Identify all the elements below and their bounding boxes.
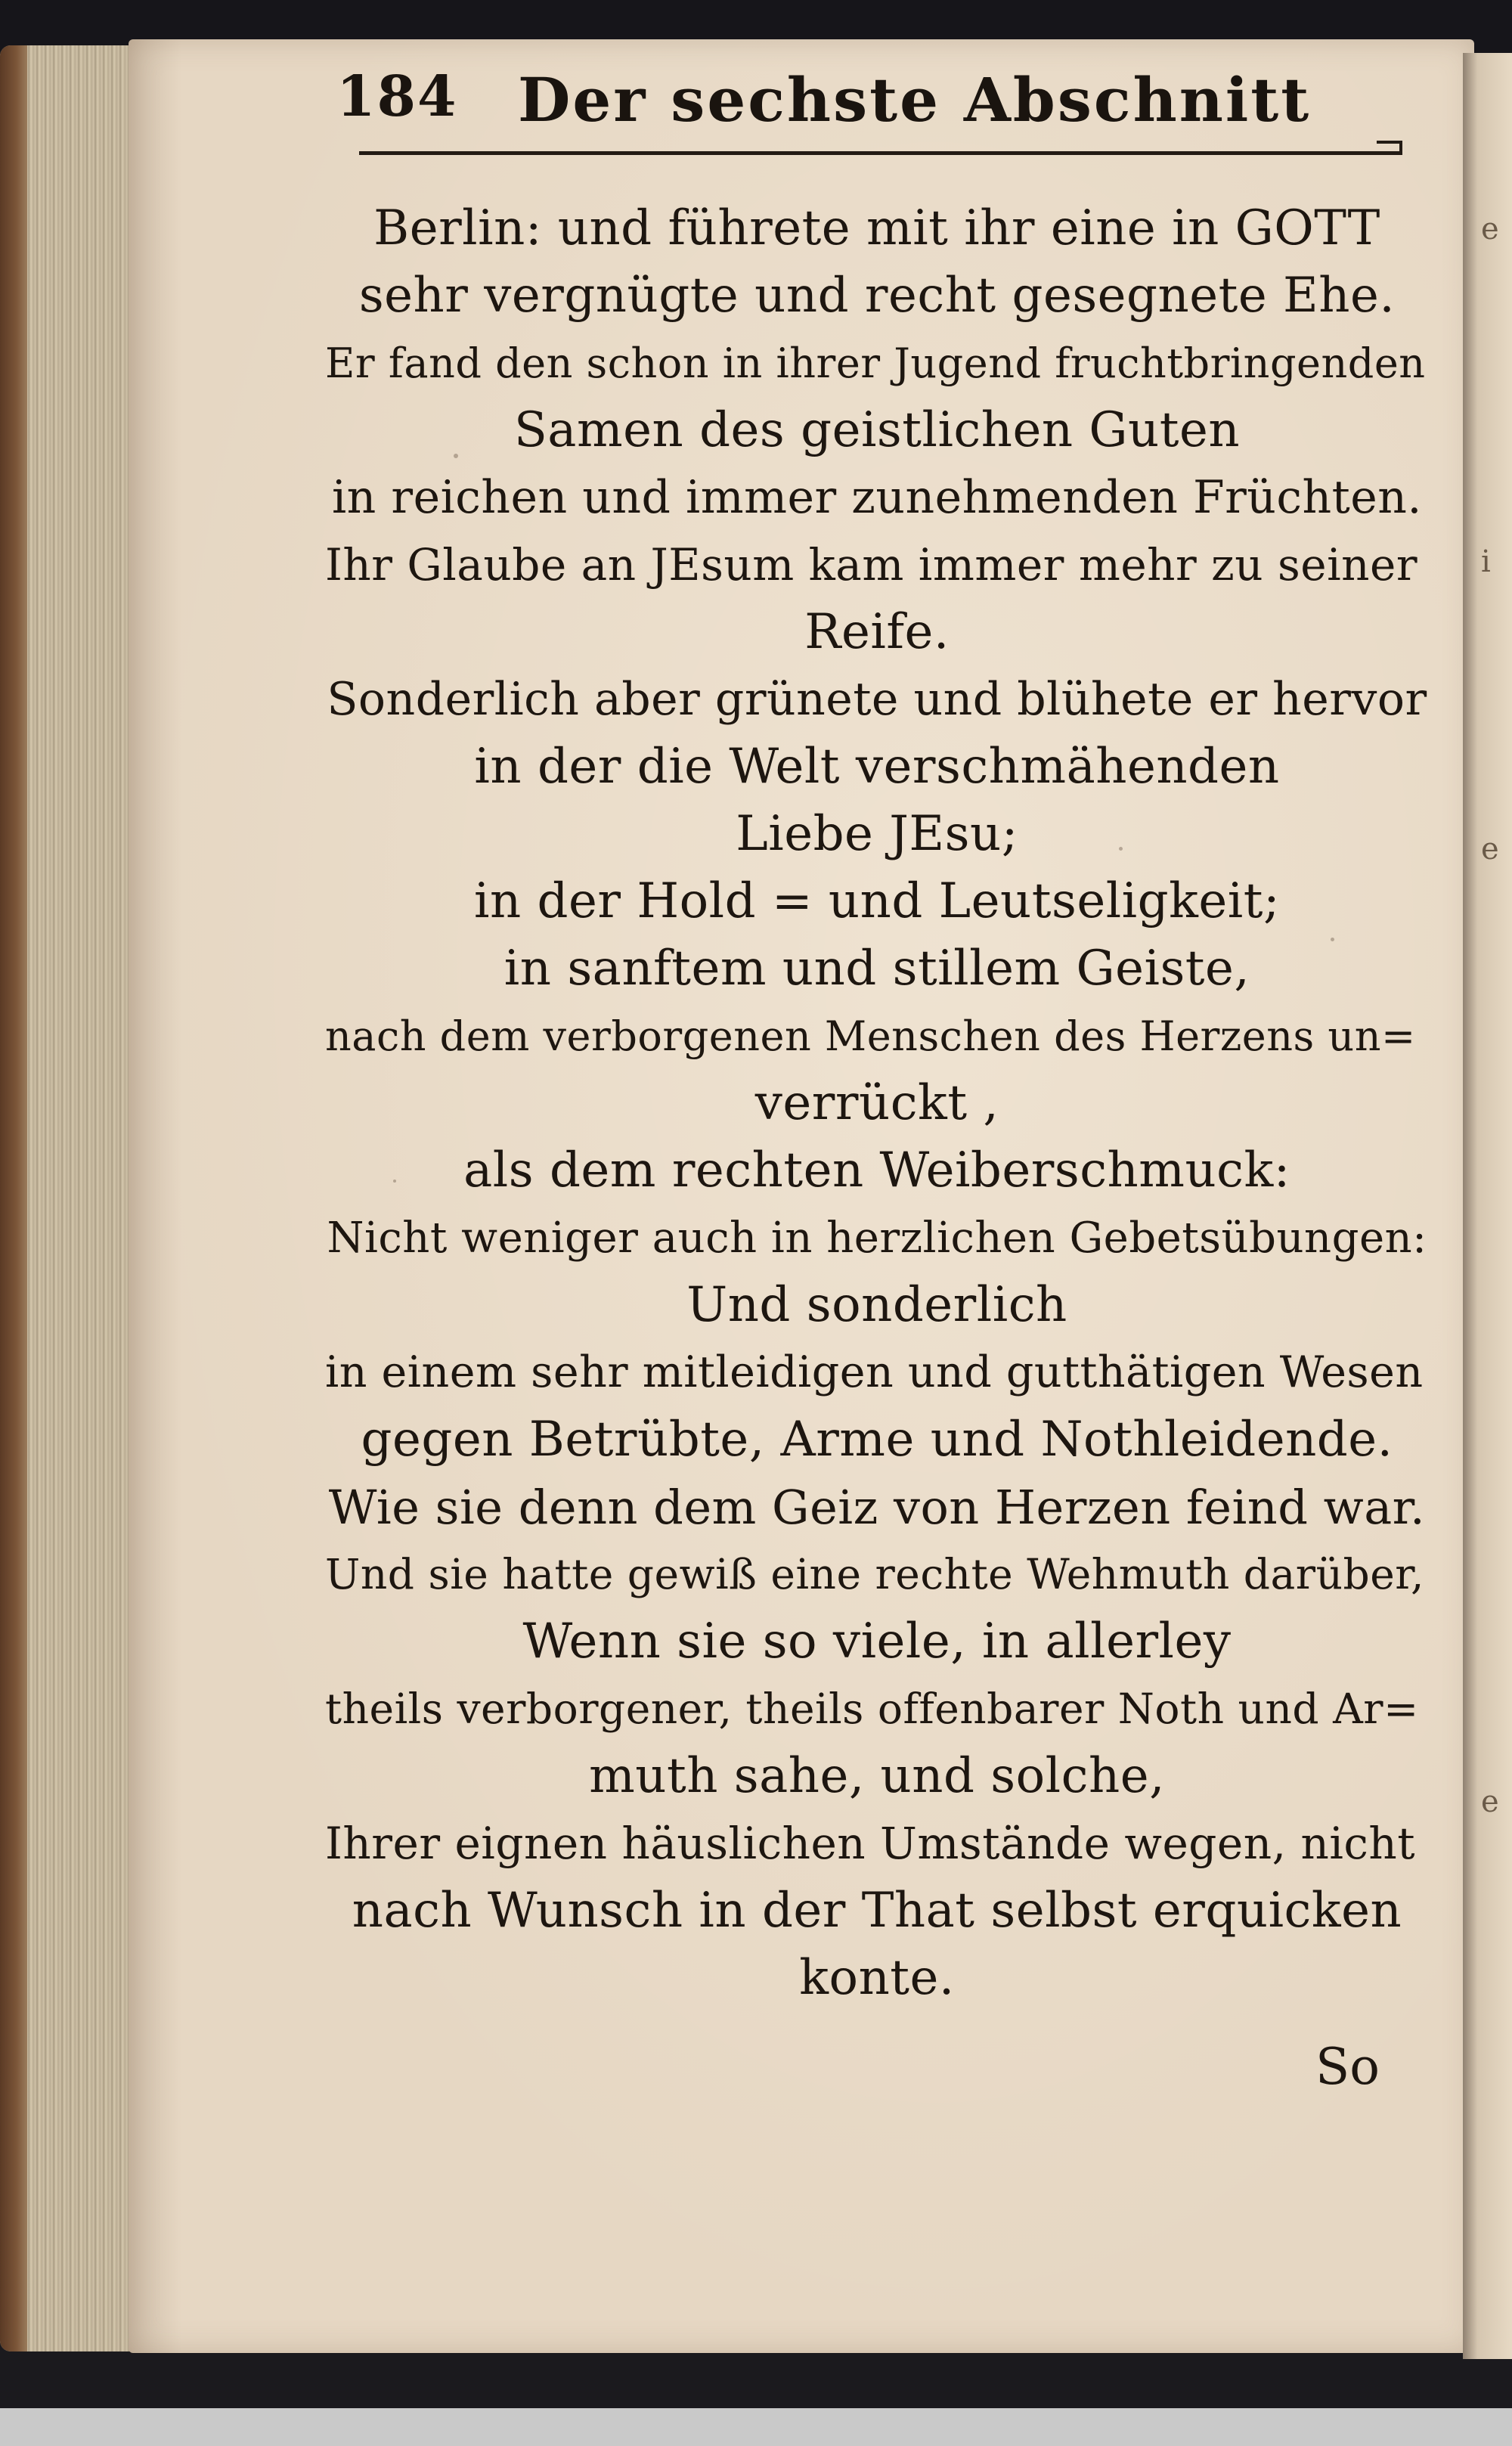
text-line: Nicht weniger auch in herzlichen Gebetsübungen: [327,1214,1427,1263]
text-line: Und sonderlich [686,1277,1067,1333]
header-rule [359,151,1402,155]
catchword: So [1315,2038,1380,2096]
paper-speck [454,454,458,458]
text-line: als dem rechten Weiberschmuck: [463,1142,1290,1198]
page-header [336,64,1395,147]
text-line: in einem sehr mitleidigen und gutthätigen Wesen [325,1347,1424,1397]
text-line: Reife. [804,604,950,660]
text-line: Samen des geistlichen Guten [513,402,1241,458]
text-line: in der Hold = und Leutseligkeit; [474,873,1280,929]
text-line: in reichen und immer zunehmenden Früchten. [331,471,1422,524]
facing-page-glyph: i [1481,544,1491,579]
text-line: nach dem verborgenen Menschen des Herzens un= [325,1012,1416,1060]
text-line: Berlin: und führete mit ihr eine in GOTT [373,200,1380,256]
text-line: Und sie hatte gewiß eine rechte Wehmuth darüber, [325,1550,1424,1598]
text-line: gegen Betrübte, Arme und Nothleidende. [361,1412,1393,1468]
facing-page-glyph: e [1481,832,1499,866]
text-line: muth sahe, und solche, [589,1748,1165,1804]
text-line: Er fand den schon in ihrer Jugend fruchtbringenden [325,339,1426,387]
page-number: 184 [336,64,458,129]
text-line: nach Wunsch in der That selbst erquicken [352,1883,1402,1939]
running-title: Der sechste Abschnitt [518,64,1312,135]
text-line: sehr vergnügte und recht gesegnete Ehe. [358,268,1396,324]
text-line: konte. [799,1950,955,2006]
text-line: Wie sie denn dem Geiz von Herzen feind war. [328,1480,1426,1535]
text-line: Ihr Glaube an JEsum kam immer mehr zu seiner [325,539,1418,591]
text-line: verrückt , [754,1075,999,1131]
paper-speck [1331,938,1334,941]
text-line: in der die Welt verschmähenden [474,739,1280,795]
body-text [325,195,1429,2012]
facing-page-glyph: e [1481,1784,1499,1819]
facing-page-sliver [1463,53,1512,2359]
paper-speck [1119,847,1123,851]
text-line: Ihrer eignen häuslichen Umstände wegen, nicht [325,1818,1416,1869]
text-line: in sanftem und stillem Geiste, [503,941,1250,997]
scanner-frame-strip [0,2408,1512,2446]
text-line: Wenn sie so viele, in allerley [522,1614,1232,1669]
text-line: theils verborgener, theils offenbarer Noth und Ar= [325,1685,1419,1733]
facing-page-glyph: e [1481,212,1499,246]
text-line: Liebe JEsu; [736,806,1018,862]
paper-speck [393,1180,396,1183]
text-line: Sonderlich aber grünete und blühete er hervor [327,673,1427,726]
